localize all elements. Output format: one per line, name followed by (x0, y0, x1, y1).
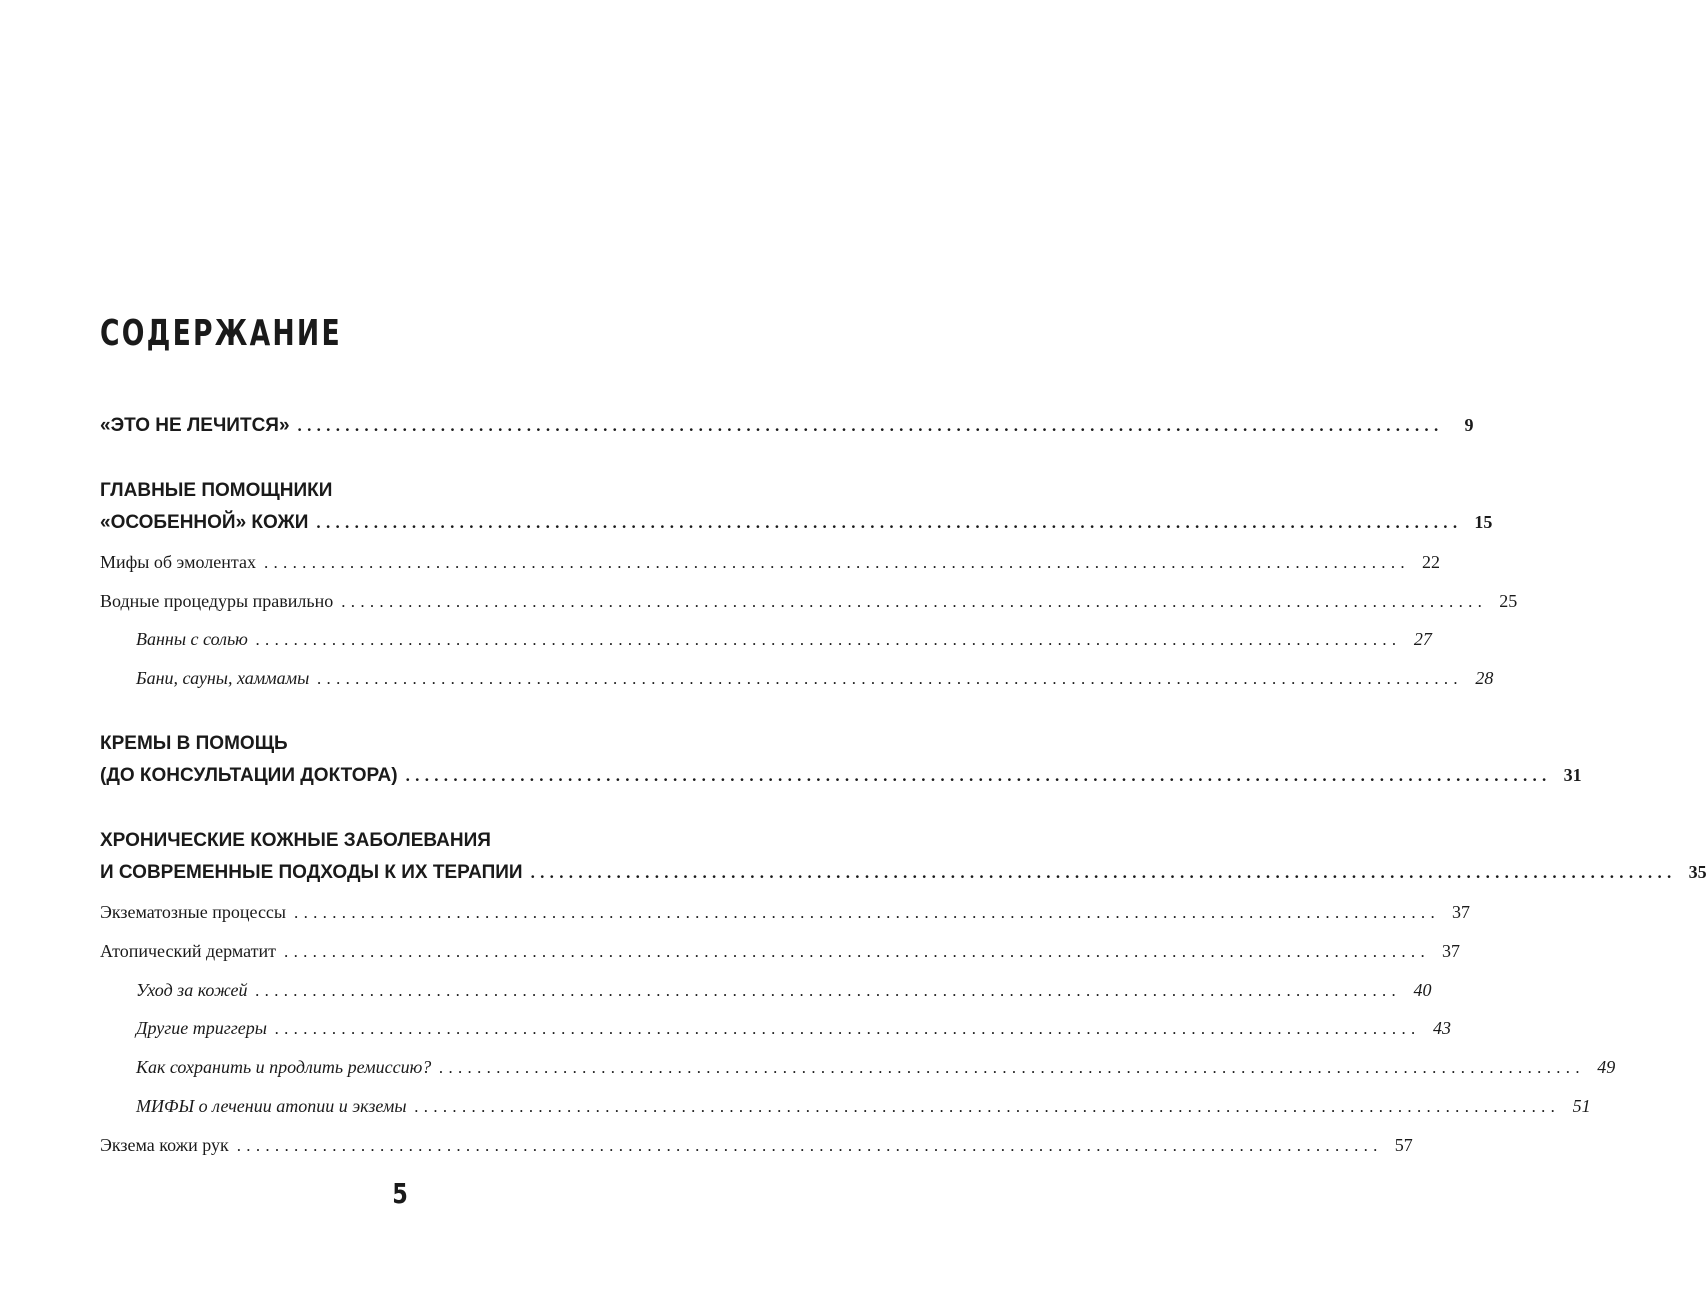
leader-dots: ........................................................................................................................ (274, 1019, 1421, 1038)
leader-dots: ........................................................................................................................ (405, 766, 1552, 785)
toc-entry-title: Экзематозные процессы (100, 902, 287, 922)
leader-dots: ........................................................................................................................ (294, 903, 1441, 922)
toc-entry[interactable] (100, 1130, 1413, 1160)
toc-entry[interactable] (136, 624, 1432, 654)
toc-entry-title: «ОСОБЕННОЙ» КОЖИ (100, 512, 309, 533)
toc-entry[interactable] (136, 663, 1494, 693)
toc-entry[interactable] (136, 1052, 1616, 1082)
leader-dots: ........................................................................................................................ (317, 669, 1464, 688)
toc-entry-page: 37 (1442, 941, 1461, 961)
toc-entry-page: 9 (1464, 415, 1474, 435)
toc-entry-title: Ванны с солью (136, 629, 248, 649)
toc-entry[interactable] (136, 975, 1432, 1005)
page-number: 5 (392, 1177, 408, 1210)
leader-dots: ........................................................................................................................ (255, 981, 1402, 1000)
toc-entry-page: 40 (1413, 980, 1432, 1000)
leader-dots: ........................................................................................................................ (316, 513, 1463, 532)
toc-entry[interactable] (100, 547, 1440, 577)
leader-dots: ........................................................................................................................ (341, 592, 1488, 611)
toc-entry-page: 25 (1499, 591, 1518, 611)
toc-entry-page: 15 (1474, 512, 1493, 532)
toc-entry-page: 35 (1688, 862, 1707, 882)
toc-entry-title: Как сохранить и продлить ремиссию? (136, 1057, 432, 1077)
toc-entry-title: И СОВРЕМЕННЫЕ ПОДХОДЫ К ИХ ТЕРАПИИ (100, 862, 523, 883)
leader-dots: ........................................................................................................................ (263, 553, 1410, 572)
leader-dots: ........................................................................................................................ (284, 942, 1431, 961)
toc-entry[interactable] (100, 586, 1518, 616)
toc-entry[interactable] (100, 857, 1707, 887)
toc-entry-title: Водные процедуры правильно (100, 591, 334, 611)
toc-entry[interactable] (136, 1013, 1451, 1043)
leader-dots: ........................................................................................................................ (297, 416, 1444, 435)
toc-entry-title: Другие триггеры (136, 1018, 267, 1038)
leader-dots: ........................................................................................................................ (414, 1097, 1561, 1116)
toc-entry-page: 27 (1413, 629, 1432, 649)
toc-entry-title: Уход за кожей (136, 980, 248, 1000)
toc-entry-title: Мифы об эмолентах (100, 552, 256, 572)
toc-section-heading: КРЕМЫ В ПОМОЩЬ (100, 733, 288, 754)
leader-dots: ........................................................................................................................ (236, 1136, 1383, 1155)
toc-entry-title: МИФЫ о лечении атопии и экземы (136, 1096, 407, 1116)
toc-entry-page: 31 (1563, 765, 1582, 785)
toc-entry-page: 49 (1597, 1057, 1616, 1077)
toc-entry[interactable] (100, 936, 1461, 966)
toc-entry-title: (ДО КОНСУЛЬТАЦИИ ДОКТОРА) (100, 765, 398, 786)
leader-dots: ........................................................................................................................ (439, 1058, 1586, 1077)
toc-entry-title: Бани, сауны, хаммамы (136, 668, 310, 688)
toc-entry[interactable] (100, 410, 1474, 440)
page-title: СОДЕРЖАНИЕ (100, 313, 342, 354)
toc-entry-page: 22 (1421, 552, 1440, 572)
toc-entry-page: 37 (1452, 902, 1471, 922)
toc-entry-page: 57 (1394, 1135, 1413, 1155)
toc-entry[interactable] (100, 760, 1582, 790)
leader-dots: ........................................................................................................................ (530, 863, 1677, 882)
toc-entry-page: 43 (1432, 1018, 1451, 1038)
toc-section-heading: ГЛАВНЫЕ ПОМОЩНИКИ (100, 480, 333, 501)
leader-dots: ........................................................................................................................ (255, 630, 1402, 649)
toc-entry-title: Атопический дерматит (100, 941, 277, 961)
toc-entry[interactable] (136, 1091, 1591, 1121)
toc-entry-title: «ЭТО НЕ ЛЕЧИТСЯ» (100, 415, 290, 436)
toc-entry-page: 51 (1572, 1096, 1591, 1116)
toc-section-heading: ХРОНИЧЕСКИЕ КОЖНЫЕ ЗАБОЛЕВАНИЯ (100, 830, 491, 851)
toc-entry-title: Экзема кожи рук (100, 1135, 229, 1155)
toc-entry-page: 28 (1475, 668, 1494, 688)
toc-entry[interactable] (100, 897, 1471, 927)
toc-entry[interactable] (100, 507, 1493, 537)
